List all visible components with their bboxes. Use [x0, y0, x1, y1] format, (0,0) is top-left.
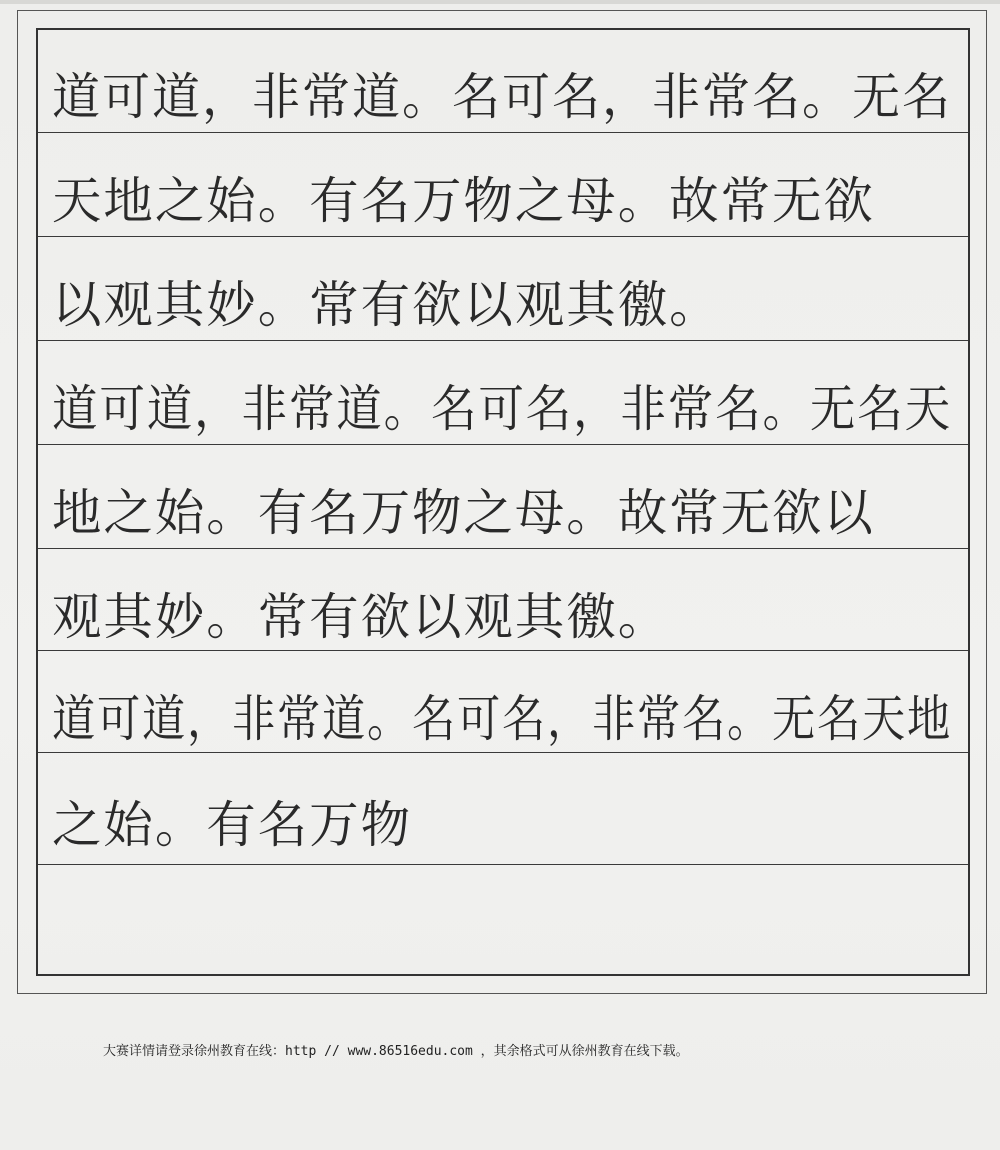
footer-note: 大赛详情请登录徐州教育在线：http // www.86516edu.com ，其余格式可从徐州教育在线下载。	[103, 1044, 689, 1059]
row-divider	[38, 752, 968, 753]
row-divider	[38, 548, 968, 549]
row-divider	[38, 444, 968, 445]
row-divider	[38, 864, 968, 865]
handwritten-line-3: 以观其妙。常有欲以观其徼。	[52, 276, 721, 334]
row-divider	[38, 132, 968, 133]
handwritten-line-6: 观其妙。常有欲以观其徼。	[52, 588, 670, 646]
handwritten-line-8: 之始。有名万物	[52, 796, 412, 854]
row-divider	[38, 236, 968, 237]
paper-top-edge	[0, 0, 1000, 4]
row-divider	[38, 650, 968, 651]
writing-grid	[36, 28, 970, 976]
handwritten-line-2: 天地之始。有名万物之母。故常无欲	[52, 172, 875, 230]
row-divider	[38, 340, 968, 341]
handwritten-line-5: 地之始。有名万物之母。故常无欲以	[52, 484, 875, 542]
handwritten-line-1: 道可道，非常道。名可名，非常名。无名	[52, 68, 952, 126]
handwritten-line-7: 道可道，非常道。名可名，非常名。无名天地	[52, 690, 952, 748]
handwritten-line-4: 道可道，非常道。名可名，非常名。无名天	[52, 380, 952, 438]
